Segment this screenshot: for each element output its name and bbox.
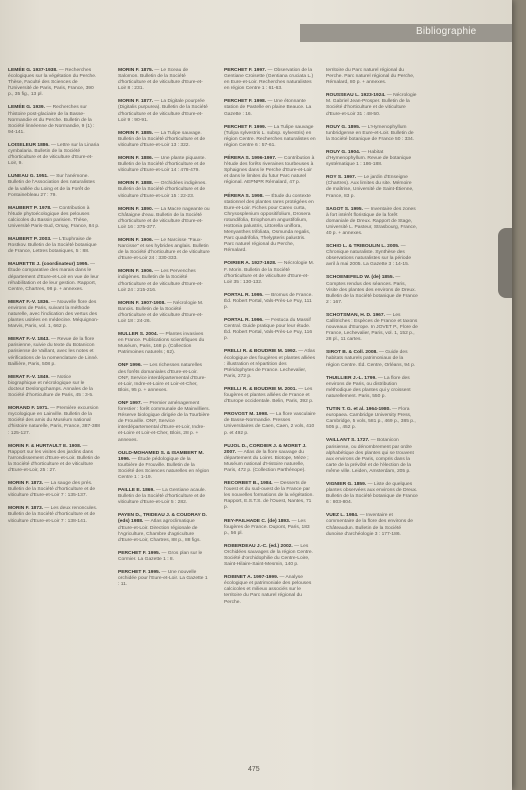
bibliography-entry	[118, 513, 210, 543]
entry-text: — Les Callitriches : Espèces de France et taxons nouveaux d'Europe. In JOVET P., Flore de France, Lechevalier, Paris, vol. 1, 152 p., 28 pl., 11 cartes.	[326, 312, 418, 343]
entry-author: ROBINET A. 1997-1999.	[224, 575, 279, 581]
entry-author: MORIN F. & HURTAULT E. 1908.	[8, 443, 82, 449]
entry-text: — Le jardin d'Enseigne (Chartres). Aux limites du site. Mémoire de maîtrise, Université de Saint-Étienne, France, 83 p.	[326, 175, 414, 199]
entry-text: — Flora europaea. Cambridge University Press, Cambridge, 5 vols, 581 p., 469 p., 385 p., 505 p., 452 p.	[326, 407, 416, 431]
entry-text: — Inventaire des zones à fort intérêt floristique de la forêt domaniale de Dreux. Rapport de Stage, Université L. Pasteur, Strasbourg, France, 40 p. + annexes.	[326, 206, 418, 236]
entry-text: — Revue de la flore parisienne, suivie du texte du Botanicon parisiense de Vaillant, avec les notes et vérifications de la nomenclature de Linné. Baillière, Paris, 508 p.	[8, 337, 99, 367]
bibliography-entry	[326, 407, 418, 431]
entry-text: — Nécrologie M. F. Morin. Bulletin de la Société d'horticulture et de viticulture d'Eure-et-Loir 35 : 130-132.	[224, 261, 315, 285]
entry-text: — Gros plan sur le Cormier. La Gazette 1 : 8.	[118, 550, 203, 562]
header-bar	[300, 24, 512, 42]
entry-author: SCHOTSMAN, H. D. 1967.	[326, 312, 385, 318]
entry-text: — La Gentiane acaule. Bulletin de la Société d'horticulture et de viticulture d'Eure-et-Loir 5 : 282.	[118, 488, 206, 506]
bibliography-entry	[118, 269, 210, 293]
entry-author: MORIN F. 1885.	[118, 130, 154, 136]
bibliography-entry	[326, 438, 418, 475]
bibliography-entry	[8, 300, 100, 330]
entry-text: — Une plante piquante. Bulletin de la Société d'horticulture et de viticulture d'Eure-et-Loir 14 : 478-479.	[118, 156, 206, 174]
bibliography-entry	[224, 99, 316, 117]
bibliography-entry	[224, 519, 316, 537]
entry-text: — Première excursion mycologique en Lainville. Bulletin de la Société des amis du Muséum national d'histoire naturelle, Paris, France, 387-388 : 125-127.	[8, 406, 101, 436]
bibliography-entry	[224, 544, 316, 568]
entry-text: — Observation de la Gentiane Croisette (Gentiana cruciata L.) en Eure-et-Loir. Recherches naturalistes en région Centre 1 : 61-63.	[224, 68, 314, 92]
entry-text: — Inventaire et commentaire de la flore des environs de Châteaudun. Bulletin de la Société dunoise d'archéologie 3 : 177-186.	[326, 513, 413, 537]
entry-author: LEMÉE G. 1939.	[8, 105, 45, 111]
entry-author: MORIN F. 1877.	[118, 99, 154, 105]
bibliography-column-4	[326, 68, 418, 545]
entry-text: — Atlas agroclimatique d'Eure-et-Loir. Direction régionale de l'Agriculture, Chambre d'agriculture d'Eure-et-Loir, Chartres, 88 p., 88 figs.	[118, 519, 201, 543]
bibliography-entry	[118, 99, 210, 123]
entry-text: — Les richesses naturelles des forêts domaniales d'Eure-et-Loir. ONF, Service interdépartemental d'Eure-et-Loir, Indre-et-Loire et Loir-et-Cher, Blois, 95 p. + annexes.	[118, 363, 206, 393]
entry-text: — Plantes invasives en France. Publications scientifiques du Muséum, Paris, 168 p. (Collection Patrimoines naturels ; 62).	[118, 332, 205, 356]
bibliography-entry	[118, 181, 210, 199]
entry-text: — Le Narcisse "Faux-Narcisse" et ses hybrides anglais. Bulletin de la Société d'horticulture et de viticulture d'Eure-et-Loir 24 : 330-333.	[118, 237, 210, 262]
entry-text: — L'Hymenophyllum tunbridgense en Eure-et-Loir. Bulletin de la Société botanique de France 50 : 334.	[326, 124, 415, 142]
entry-author: RECORBET B., 1984.	[224, 481, 273, 487]
entry-author: PRELLI R. & BOUDRIE M. 2001.	[224, 386, 297, 392]
bibliography-entry	[326, 175, 418, 199]
bibliography-entry	[118, 570, 210, 588]
entry-author: PERCHET F. 1995.	[118, 570, 161, 575]
entry-author: PORTAL R. 1995.	[224, 292, 264, 298]
entry-author: PÉRERA S. 1998.	[224, 193, 264, 199]
bibliography-entry	[118, 207, 210, 231]
bibliography-entry	[326, 350, 418, 368]
bibliography-entry	[118, 301, 210, 325]
entry-author: SCHIO L. & TRIBOULIN L. 2005.	[326, 244, 400, 250]
entry-author: PERCHET F. 1998.	[224, 99, 267, 105]
entry-text: — Une étonnante station de Pastelle en plaine Beauce. La Gazette : 16.	[224, 99, 312, 117]
entry-author: MAUBERT P. 2003.	[8, 237, 52, 243]
entry-text: — La Tulipe sauvage (Tulipa sylvestris L. subsp. sylvestris) en région Centre. Recherches naturalistes en région Centre 6 : 57-61.	[224, 124, 316, 148]
entry-text: — Festuca du Massif Central. Guide pratique pour leur étude. Éd. Robert Portal, Vals-Près-Le Puy, 116 p.	[224, 318, 313, 342]
entry-text: — Nécrologie M. Gabriel Jean-Prosper. Bulletin de la Société d'horticulture et de viticulture d'Eure-et-Loir 31 : 48-50.	[326, 93, 417, 117]
bibliography-entry	[326, 125, 418, 143]
bibliography-entry	[224, 68, 316, 92]
entry-author: VAILLANT S. 1727.	[326, 438, 370, 444]
entry-text: — Étude du contexte stationnel des plantes rares protégées en Eure-et-Loir. Fiches pour Carex curta, Chrysosplenium oppositifolium, Drosera rotundifolia, Eriophorum angustifolium, Hottonia palustris, Littorella uniflora, Menyanthes trifoliata, Osmunda regalis, Parc quadrifolia, Thelypteris palustris. Parc naturel régional du Perche, Rémalard.	[224, 193, 314, 254]
entry-text: — Nouvelle flore des environs de Paris, suivant la méthode naturelle, avec l'indication des vertus des plantes usitées en médecine. Méquignon-Marvis, Paris, vol. 1, 662 p.	[8, 299, 99, 330]
entry-author: PAYEN D., TRIDEAU J. & COUDRAY D. (eds) 1988.	[118, 513, 207, 525]
entry-author: ROBERDEAU J.-C. (ed.) 2002.	[224, 543, 293, 549]
bibliography-entry	[224, 261, 316, 285]
entry-author: MORAND F. 1971.	[8, 406, 49, 412]
entry-text: — L'Euphraise de Rostkov. Bulletin de la Société botanique de France, Lettres botaniques, 5 : 88.	[8, 237, 97, 255]
bibliography-entry	[118, 332, 210, 356]
bibliography-entry	[8, 406, 100, 436]
bibliography-entry	[224, 387, 316, 405]
entry-text: — Guide des habitats naturels patrimoniaux de la région Centre. Éd. Centre, Orléans, 94 p.	[326, 350, 416, 368]
bibliography-entry	[326, 207, 418, 237]
bibliography-entry	[8, 506, 100, 524]
bibliography-column-3	[224, 68, 316, 613]
bibliography-entry	[8, 68, 100, 98]
entry-author: MORIN F. 1873.	[8, 506, 44, 512]
entry-author: ROY S. 1997.	[326, 175, 357, 181]
page-number: 475	[248, 766, 260, 773]
bibliography-entry	[118, 131, 210, 149]
bibliography-column-2	[118, 68, 210, 595]
entry-text: — Rapport sur les visites des jardins dans l'arrondissement d'Eure-et-Loir. Bulletin de la Société d'horticulture et de viticulture d'Eure-et-Loir, 25 : 27.	[8, 443, 100, 473]
entry-author: MORIN F. 1875.	[118, 68, 154, 73]
entry-author: OULD-MOHAMED S. & ISAMBERT M. 1996.	[118, 450, 204, 462]
entry-author: PROVOST M. 1998.	[224, 412, 269, 418]
entry-text: — Recherches écologiques sur la végétation du Perche. Thèse, Faculté des Sciences de l'Université de Paris, Paris, France, 390 p., 35 fig., 13 pl.	[8, 68, 97, 98]
entry-author: MAUBERT P. 1978.	[8, 205, 52, 211]
bibliography-entry	[8, 237, 100, 255]
entry-author: PORTAL R. 1996.	[224, 318, 264, 324]
entry-text: — Orchidées indigènes. Bulletin de la Société d'horticulture et de viticulture d'Eure-et-Loir 15 : 22-23.	[118, 181, 207, 199]
bibliography-entry	[8, 206, 100, 230]
bibliography-entry	[326, 68, 418, 86]
entry-author: TUTIN T. G. et al. 1964-1980.	[326, 407, 391, 413]
entry-author: ONF 1996.	[118, 363, 142, 369]
entry-text: — Contribution à l'étude phytoécologique des pelouses calcicoles du Bassin parisien. Thèse, Université Paris-Sud, Orsay, France, 84 p.	[8, 205, 100, 229]
entry-author: LEMÉE G. 1937-1938.	[8, 68, 58, 73]
entry-text: — Une nouvelle orchidée pour l'Eure-et-Loir. La Gazette 1 : 11.	[118, 570, 208, 588]
entry-text: — Botanicon parisiense, ou dénombrement par ordre alphabétique des plantes qui se trouvent aux environs de Paris, compris dans la carte de la prévôté et de l'élection de la même ville. Leiden, Amsterdam, 205 p.	[326, 438, 414, 474]
bibliography-entry	[224, 125, 316, 149]
bibliography-entry	[224, 318, 316, 342]
entry-text: — La sauge des prés. Bulletin de la Société d'horticulture et de viticulture d'Eure-et-Loir 7 : 135-137.	[8, 481, 96, 499]
entry-author: MORIN F. 1907-1908.	[118, 300, 166, 306]
entry-author: MORIN F. 1890.	[118, 206, 154, 212]
entry-author: MERAT F.-V. 1849.	[8, 374, 50, 380]
bibliography-entry	[326, 313, 418, 343]
bibliography-entry	[326, 513, 418, 537]
bibliography-entry	[118, 551, 210, 563]
bibliography-entry	[224, 349, 316, 379]
bibliography-entry	[326, 275, 418, 305]
entry-author: PRELLI R. & BOUDRIE M. 1992.	[224, 349, 297, 355]
entry-author: MORIN F. 1906.	[118, 269, 154, 275]
entry-text: — La Digitale pourprée (Digitalis purpurea). Bulletin de la Société d'horticulture et de viticulture d'Eure-et-Loir 9 : 90-91.	[118, 99, 208, 123]
entry-author: LUNEAU G. 1951.	[8, 174, 49, 180]
entry-text: — Desserts de l'ouest et du sud-ouest de la France par les nouvelles formations de la végétation. Rapport, E.S.T.S. de l'Ouest, Nantes, 71 p.	[224, 481, 314, 511]
entry-author: MORIN F. 1873.	[8, 481, 44, 487]
entry-author: PERCHET F. 1995.	[118, 550, 161, 556]
entry-author: PERCHET F. 1999.	[224, 124, 267, 130]
entry-text: — Contribution à l'étude des forêts riveraines tourbeuses à Sphaignes dans le Perche d'Eure-et-Loir et dans le limites du futur Parc naturel régional. AEPNPR Rémalard, 47 p.	[224, 156, 315, 186]
bibliography-entry	[224, 444, 316, 474]
bibliography-entry	[118, 68, 210, 92]
entry-text: — La Macre nageante ou Châtaigne d'eau. Bulletin de la Société d'horticulture et de viticulture d'Eure-et-Loir 16 : 375-377.	[118, 206, 210, 230]
bibliography-entry	[224, 156, 316, 186]
entry-text: — Nécrologie M. Banois. Bulletin de la Société d'horticulture et de viticulture d'Eure-et-Loir 18 : 24-26.	[118, 300, 204, 324]
entry-author: REY-PAILHADE C. (de) 1893.	[224, 518, 291, 524]
entry-author: ONF 1997.	[118, 400, 142, 406]
bibliography-entry	[118, 488, 210, 506]
entry-author: THUILLIER J.-L. 1799.	[326, 375, 377, 381]
bibliography-entry	[326, 150, 418, 168]
bibliography-entry	[8, 143, 100, 167]
entry-author: PAILLE E. 1869.	[118, 488, 155, 494]
bibliography-entry	[118, 238, 210, 262]
entry-author: POIRIER A. 1927-1928.	[224, 261, 277, 267]
entry-text: — Le Sceau de Salomon. Bulletin de la Société d'horticulture et de viticulture d'Eure-et-Loir 8 : 231.	[118, 68, 203, 92]
entry-author: PUJOL D., CORDIER J. & MORET J. 2007.	[224, 443, 307, 455]
entry-text: — Les deux renoncules. Bulletin de la Société d'horticulture et de viticulture d'Eure-et-Loir 7 : 138-141.	[8, 506, 98, 524]
bibliography-entry	[326, 482, 418, 506]
entry-text: — Étude pédologique de la tourbière de Frouville. Bulletin de la Société des Sciences naturelles en région Centre 1 : 1-19.	[118, 456, 210, 480]
bibliography-entry	[8, 262, 100, 292]
entry-text: — Les Orchidées sauvages de la région Centre. Société d'orchidophilie du Centre-Loire, Saint-Hilaire-Saint-Mesmin, 140 p.	[224, 543, 313, 568]
entry-author: LOISELEUR 1886.	[8, 142, 50, 148]
bibliography-entry	[118, 451, 210, 481]
entry-text: — Lettre sur la Linaria cymbalaria. Bulletin de la Société d'horticulture et de viticulture d'Eure-et-Loir, 9.	[8, 142, 100, 167]
bibliography-entry	[326, 244, 418, 268]
bibliography-entry	[8, 444, 100, 474]
bibliography-entry	[8, 337, 100, 367]
entry-text: — Liste de quelques plantes observées aux environs de Dreux. Bulletin de la Société botanique de France 6 : 803-804.	[326, 481, 418, 506]
entry-author: PÉRERA S. 1996-1997.	[224, 156, 277, 162]
bibliography-entry	[8, 174, 100, 198]
bibliography-entry	[118, 363, 210, 393]
entry-text: — Les Pervenches indigènes. Bulletin de la Société d'horticulture et de viticulture d'Eure-et-Loir 24 : 215-216.	[118, 269, 203, 293]
entry-author: PERCHET F. 1997.	[224, 68, 267, 73]
entry-text: — Analyse écologique et patrimoniale des pelouses calcicoles et milieux associés sur le territoire du Parc naturel régional du Perche.	[224, 575, 312, 605]
entry-author: MORIN F. 1906.	[118, 237, 154, 243]
bibliography-entry	[8, 375, 100, 399]
entry-author: MERAT F.-V. 1843.	[8, 337, 50, 343]
entry-text: — Premier aménagement forestier : forêt communale de Mainvilliers. Réserve biologique dirigée de la Tourbière de Frouville. ONF, Service interdépartemental d'Eure-et-Loir, Indre-et-Loire et Loir-et-Cher, Blois, 28 p. + annexes.	[118, 400, 210, 443]
entry-author: SIROT B. & Coll. 2008.	[326, 350, 378, 356]
bibliography-entry	[118, 156, 210, 174]
entry-author: VIGNIER G. 1859.	[326, 481, 367, 487]
entry-author: ROUSSEAU L. 1923-1924.	[326, 93, 386, 99]
entry-text: — Bromus de France. Éd. Robert Portal, Vals-Près-Le Puy, 111 p.	[224, 292, 313, 310]
bibliography-entry	[224, 412, 316, 436]
section-title: Bibliographie	[416, 26, 477, 37]
bibliography-entry	[224, 575, 316, 605]
bibliography-entry	[118, 401, 210, 444]
bibliography-entry	[8, 105, 100, 135]
bibliography-entry	[224, 194, 316, 255]
entry-text: — Les fougères et plantes alliées de France et d'Europe occidentale. Belin, Paris, 392 p.	[224, 386, 314, 405]
entry-text: territoire du Parc naturel régional du Perche. Parc naturel régional du Perche, Rémalard, 80 p. + annexes.	[326, 68, 415, 86]
entry-author: MORIN F. 1886.	[118, 156, 154, 162]
entry-author: SAGOT S. 1995.	[326, 206, 363, 212]
entry-author: ROUY G. 1895.	[326, 124, 361, 130]
entry-author: VUEZ L. 1984.	[326, 513, 359, 519]
entry-text: — Étude comparative des marais dans le département d'Eure-et-Loir en vue de leur réhabilitation et de leur gestion. Rapport, Centre, Chartres, 98 p. + annexes.	[8, 262, 99, 292]
entry-text: — Habitat d'Hymenophyllum. Revue de botanique systématique 1 : 186-188.	[326, 149, 412, 168]
entry-text: — La flore des environs de Paris, ou distribution méthodique des plantes qui y croissent naturellement. Paris, 550 p.	[326, 375, 411, 399]
bibliography-entry	[224, 293, 316, 311]
entry-text: — La flore vasculaire de Basse-Normandie. Presses Universitaires de Caen, Caen, 2 vols, 410 p. et 492 p.	[224, 412, 316, 436]
entry-text: — Recherches sur l'histoire post-glaciaire de la Basse-Normandie et du Perche. Bulletin de la Société linnéenne de Normandie, 9 (1) : 94-141.	[8, 105, 95, 135]
bibliography-column-1	[8, 68, 100, 532]
entry-text: — Atlas écologique des fougères et plantes alliées : illustration et répartition des Ptéridophytes de France. Lechevalier, Paris, 272 p.	[224, 349, 316, 379]
entry-text: — Atlas de la flore sauvage du département du Loiret. Biotope, Mèze ; Muséum national d'Histoire naturelle, Paris, 472 p. (Collection Parthénope).	[224, 449, 309, 473]
entry-text: — Chronique naturaliste. Synthèse des observations naturalistes sur la période avril à mai 2005. La Gazette 3 : 14-15.	[326, 244, 412, 268]
entry-author: MAURETTE J. (coordinateur) 1995.	[8, 262, 89, 268]
entry-author: MERAT F.-V. 1836.	[8, 299, 50, 305]
entry-text: — Notice biographique et nécrologique sur le docteur Deslongchamps. Annales de la Société d'horticulture de Paris, 45 : 3-5.	[8, 374, 94, 399]
entry-author: MULLER S. 2004.	[118, 332, 158, 338]
bibliography-entry	[224, 481, 316, 511]
entry-author: SCHOENEFELD W. (de) 1855.	[326, 275, 394, 281]
entry-author: MORIN F. 1888.	[118, 181, 154, 187]
entry-text: — La Tulipe sauvage. Bulletin de la Société d'horticulture et de viticulture d'Eure-et-Loir 13 : 322.	[118, 130, 206, 148]
bibliography-entry	[326, 376, 418, 400]
thumb-index-tab	[498, 228, 512, 298]
entry-text: — Comptes rendus des séances. Paris, Visite des plantes des environs de Dreux. Bulletin de la Société botanique de France 2 : 167.	[326, 275, 418, 305]
entry-text: — Les fougères de France. Dupont, Paris, 183 p., 56 pl.	[224, 518, 310, 536]
bibliography-entry	[326, 93, 418, 117]
entry-text: — Sur l'anémone. Bulletin de l'Association des naturalistes de la vallée du Loing et de la Forêt de Fontainebleau 27 : 79.	[8, 174, 95, 198]
entry-author: ROUY G. 1904.	[326, 149, 361, 155]
bibliography-entry	[8, 481, 100, 499]
